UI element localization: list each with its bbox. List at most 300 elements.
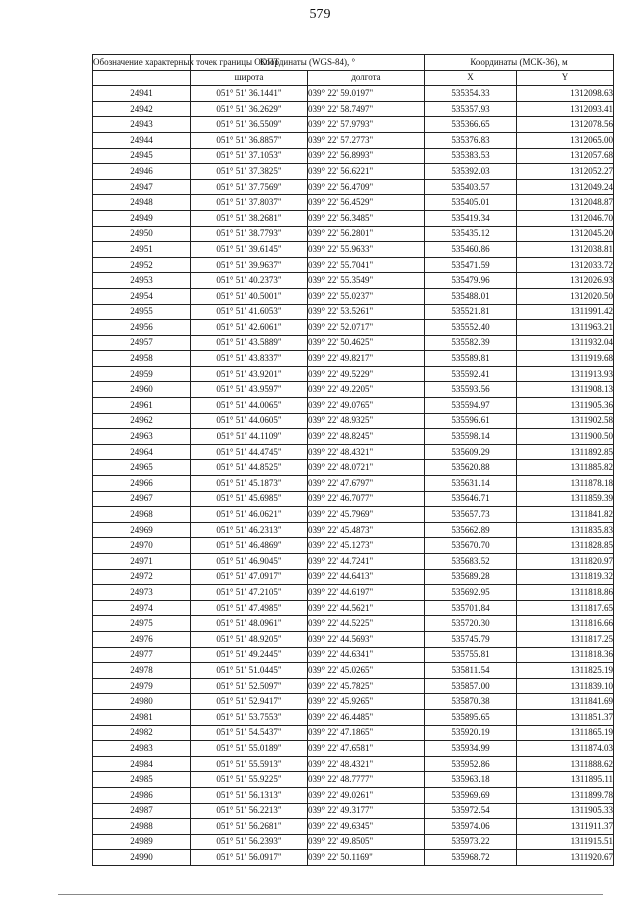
table-row: [93, 741, 614, 757]
latitude-cell: 051° 51' 48.9205": [191, 631, 308, 647]
x-cell: 535670.70: [425, 538, 517, 554]
latitude-cell: 051° 51' 55.0189": [191, 741, 308, 757]
longitude-cell: 039° 22' 49.5229": [308, 366, 425, 382]
y-cell: 1312026.93: [517, 273, 614, 289]
table-row: [93, 694, 614, 710]
longitude-cell: 039° 22' 49.6345": [308, 819, 425, 835]
y-cell: 1312065.00: [517, 132, 614, 148]
longitude-cell: 039° 22' 49.8505": [308, 834, 425, 850]
x-cell: 535592.41: [425, 366, 517, 382]
table-row: [93, 288, 614, 304]
longitude-cell: 039° 22' 56.8993": [308, 148, 425, 164]
x-cell: 535969.69: [425, 787, 517, 803]
table-row: [93, 320, 614, 336]
longitude-cell: 039° 22' 45.9265": [308, 694, 425, 710]
point-id-cell: 24981: [93, 709, 191, 725]
point-id-cell: 24965: [93, 460, 191, 476]
latitude-cell: 051° 51' 38.7793": [191, 226, 308, 242]
latitude-cell: 051° 51' 44.0605": [191, 413, 308, 429]
x-cell: 535620.88: [425, 460, 517, 476]
x-cell: 535479.96: [425, 273, 517, 289]
longitude-cell: 039° 22' 58.7497": [308, 101, 425, 117]
longitude-cell: 039° 22' 45.4873": [308, 522, 425, 538]
x-cell: 535701.84: [425, 600, 517, 616]
page-bottom-rule: [58, 894, 603, 895]
table-header: [93, 55, 614, 86]
x-cell: 535683.52: [425, 554, 517, 570]
longitude-cell: 039° 22' 50.4625": [308, 335, 425, 351]
latitude-cell: 051° 51' 43.5889": [191, 335, 308, 351]
longitude-cell: 039° 22' 47.6797": [308, 476, 425, 492]
y-cell: 1311841.69: [517, 694, 614, 710]
x-cell: 535968.72: [425, 850, 517, 866]
y-cell: 1311859.39: [517, 491, 614, 507]
point-id-cell: 24942: [93, 101, 191, 117]
latitude-cell: 051° 51' 56.2681": [191, 819, 308, 835]
point-id-cell: 24964: [93, 444, 191, 460]
point-id-cell: 24958: [93, 351, 191, 367]
x-cell: 535405.01: [425, 195, 517, 211]
header-x: X: [425, 70, 517, 86]
table-row: [93, 366, 614, 382]
table-row: [93, 772, 614, 788]
longitude-cell: 039° 22' 59.0197": [308, 86, 425, 102]
x-cell: 535435.12: [425, 226, 517, 242]
point-id-cell: 24988: [93, 819, 191, 835]
point-id-cell: 24952: [93, 257, 191, 273]
x-cell: 535392.03: [425, 164, 517, 180]
point-id-cell: 24976: [93, 631, 191, 647]
table-row: [93, 117, 614, 133]
x-cell: 535895.65: [425, 709, 517, 725]
table-row: [93, 678, 614, 694]
latitude-cell: 051° 51' 39.9637": [191, 257, 308, 273]
y-cell: 1311851.37: [517, 709, 614, 725]
latitude-cell: 051° 51' 56.2213": [191, 803, 308, 819]
x-cell: 535403.57: [425, 179, 517, 195]
latitude-cell: 051° 51' 56.0917": [191, 850, 308, 866]
point-id-cell: 24973: [93, 585, 191, 601]
table-row: [93, 398, 614, 414]
page-number: 579: [309, 7, 331, 22]
y-cell: 1311817.25: [517, 631, 614, 647]
x-cell: 535419.34: [425, 210, 517, 226]
table-row: [93, 164, 614, 180]
y-cell: 1312038.81: [517, 242, 614, 258]
y-cell: 1312020.50: [517, 288, 614, 304]
longitude-cell: 039° 22' 55.0237": [308, 288, 425, 304]
table-row: [93, 663, 614, 679]
latitude-cell: 051° 51' 40.2373": [191, 273, 308, 289]
x-cell: 535383.53: [425, 148, 517, 164]
point-id-cell: 24943: [93, 117, 191, 133]
point-id-cell: 24941: [93, 86, 191, 102]
latitude-cell: 051° 51' 36.2629": [191, 101, 308, 117]
y-cell: 1312052.27: [517, 164, 614, 180]
y-cell: 1311820.97: [517, 554, 614, 570]
table-row: [93, 179, 614, 195]
y-cell: 1311919.68: [517, 351, 614, 367]
longitude-cell: 039° 22' 49.0261": [308, 787, 425, 803]
point-id-cell: 24949: [93, 210, 191, 226]
latitude-cell: 051° 51' 41.6053": [191, 304, 308, 320]
table-row: [93, 616, 614, 632]
point-id-cell: 24970: [93, 538, 191, 554]
latitude-cell: 051° 51' 38.2681": [191, 210, 308, 226]
longitude-cell: 039° 22' 45.1273": [308, 538, 425, 554]
point-id-cell: 24957: [93, 335, 191, 351]
table-row: [93, 709, 614, 725]
y-cell: 1311911.37: [517, 819, 614, 835]
latitude-cell: 051° 51' 37.1053": [191, 148, 308, 164]
y-cell: 1311905.36: [517, 398, 614, 414]
x-cell: 535857.00: [425, 678, 517, 694]
point-id-cell: 24950: [93, 226, 191, 242]
longitude-cell: 039° 22' 56.4529": [308, 195, 425, 211]
x-cell: 535354.33: [425, 86, 517, 102]
point-id-cell: 24956: [93, 320, 191, 336]
point-id-cell: 24969: [93, 522, 191, 538]
table-row: [93, 476, 614, 492]
x-cell: 535973.22: [425, 834, 517, 850]
y-cell: 1311900.50: [517, 429, 614, 445]
table-row: [93, 834, 614, 850]
latitude-cell: 051° 51' 44.8525": [191, 460, 308, 476]
point-id-cell: 24984: [93, 756, 191, 772]
point-id-cell: 24974: [93, 600, 191, 616]
point-id-cell: 24954: [93, 288, 191, 304]
y-cell: 1311913.93: [517, 366, 614, 382]
y-cell: 1311885.82: [517, 460, 614, 476]
latitude-cell: 051° 51' 36.1441": [191, 86, 308, 102]
x-cell: 535745.79: [425, 631, 517, 647]
longitude-cell: 039° 22' 55.3549": [308, 273, 425, 289]
table-row: [93, 257, 614, 273]
y-cell: 1312046.70: [517, 210, 614, 226]
point-id-cell: 24946: [93, 164, 191, 180]
longitude-cell: 039° 22' 47.1865": [308, 725, 425, 741]
longitude-cell: 039° 22' 48.0721": [308, 460, 425, 476]
x-cell: 535366.65: [425, 117, 517, 133]
point-id-cell: 24962: [93, 413, 191, 429]
y-cell: 1311819.32: [517, 569, 614, 585]
header-y: Y: [517, 70, 614, 86]
latitude-cell: 051° 51' 44.0065": [191, 398, 308, 414]
table-row: [93, 226, 614, 242]
y-cell: 1311828.85: [517, 538, 614, 554]
header-designation: Обозначение характерных точек границы ООПТ: [93, 55, 191, 71]
table-row: [93, 242, 614, 258]
x-cell: 535646.71: [425, 491, 517, 507]
y-cell: 1311818.86: [517, 585, 614, 601]
point-id-cell: 24945: [93, 148, 191, 164]
longitude-cell: 039° 22' 49.3177": [308, 803, 425, 819]
table-row: [93, 444, 614, 460]
latitude-cell: 051° 51' 40.5001": [191, 288, 308, 304]
point-id-cell: 24959: [93, 366, 191, 382]
latitude-cell: 051° 51' 43.9597": [191, 382, 308, 398]
point-id-cell: 24968: [93, 507, 191, 523]
y-cell: 1311818.36: [517, 647, 614, 663]
latitude-cell: 051° 51' 48.0961": [191, 616, 308, 632]
table-row: [93, 491, 614, 507]
table-row: [93, 850, 614, 866]
table-row: [93, 460, 614, 476]
point-id-cell: 24971: [93, 554, 191, 570]
y-cell: 1311905.33: [517, 803, 614, 819]
header-wgs84: Координаты (WGS-84), °: [191, 55, 425, 71]
point-id-cell: 24963: [93, 429, 191, 445]
latitude-cell: 051° 51' 43.8337": [191, 351, 308, 367]
latitude-cell: 051° 51' 55.9225": [191, 772, 308, 788]
table-row: [93, 132, 614, 148]
latitude-cell: 051° 51' 45.6985": [191, 491, 308, 507]
y-cell: 1311895.11: [517, 772, 614, 788]
longitude-cell: 039° 22' 56.4709": [308, 179, 425, 195]
longitude-cell: 039° 22' 48.4321": [308, 756, 425, 772]
longitude-cell: 039° 22' 48.8245": [308, 429, 425, 445]
point-id-cell: 24944: [93, 132, 191, 148]
point-id-cell: 24979: [93, 678, 191, 694]
longitude-cell: 039° 22' 44.5693": [308, 631, 425, 647]
point-id-cell: 24953: [93, 273, 191, 289]
longitude-cell: 039° 22' 49.8217": [308, 351, 425, 367]
latitude-cell: 051° 51' 47.4985": [191, 600, 308, 616]
x-cell: 535582.39: [425, 335, 517, 351]
point-id-cell: 24983: [93, 741, 191, 757]
latitude-cell: 051° 51' 47.2105": [191, 585, 308, 601]
y-cell: 1312045.20: [517, 226, 614, 242]
y-cell: 1311865.19: [517, 725, 614, 741]
header-msk36: Координаты (МСК-36), м: [425, 55, 614, 71]
longitude-cell: 039° 22' 44.5621": [308, 600, 425, 616]
longitude-cell: 039° 22' 44.6341": [308, 647, 425, 663]
table-row: [93, 382, 614, 398]
point-id-cell: 24977: [93, 647, 191, 663]
y-cell: 1312078.56: [517, 117, 614, 133]
x-cell: 535596.61: [425, 413, 517, 429]
latitude-cell: 051° 51' 37.7569": [191, 179, 308, 195]
longitude-cell: 039° 22' 45.0265": [308, 663, 425, 679]
table-row: [93, 585, 614, 601]
latitude-cell: 051° 51' 45.1873": [191, 476, 308, 492]
table-row: [93, 101, 614, 117]
x-cell: 535689.28: [425, 569, 517, 585]
y-cell: 1311874.03: [517, 741, 614, 757]
table-row: [93, 803, 614, 819]
point-id-cell: 24961: [93, 398, 191, 414]
x-cell: 535357.93: [425, 101, 517, 117]
longitude-cell: 039° 22' 47.6581": [308, 741, 425, 757]
y-cell: 1311817.65: [517, 600, 614, 616]
y-cell: 1311839.10: [517, 678, 614, 694]
header-latitude: широта: [191, 70, 308, 86]
point-id-cell: 24990: [93, 850, 191, 866]
point-id-cell: 24978: [93, 663, 191, 679]
latitude-cell: 051° 51' 44.1109": [191, 429, 308, 445]
x-cell: 535662.89: [425, 522, 517, 538]
coordinates-table: [92, 54, 614, 866]
longitude-cell: 039° 22' 44.5225": [308, 616, 425, 632]
x-cell: 535593.56: [425, 382, 517, 398]
point-id-cell: 24951: [93, 242, 191, 258]
point-id-cell: 24989: [93, 834, 191, 850]
latitude-cell: 051° 51' 49.2445": [191, 647, 308, 663]
point-id-cell: 24966: [93, 476, 191, 492]
longitude-cell: 039° 22' 49.2205": [308, 382, 425, 398]
table-row: [93, 756, 614, 772]
latitude-cell: 051° 51' 46.0621": [191, 507, 308, 523]
table-row: [93, 569, 614, 585]
latitude-cell: 051° 51' 46.2313": [191, 522, 308, 538]
table-row: [93, 538, 614, 554]
table-row: [93, 148, 614, 164]
longitude-cell: 039° 22' 44.6197": [308, 585, 425, 601]
table-row: [93, 351, 614, 367]
y-cell: 1311899.78: [517, 787, 614, 803]
latitude-cell: 051° 51' 36.5509": [191, 117, 308, 133]
longitude-cell: 039° 22' 48.9325": [308, 413, 425, 429]
x-cell: 535631.14: [425, 476, 517, 492]
y-cell: 1312093.41: [517, 101, 614, 117]
y-cell: 1311888.62: [517, 756, 614, 772]
latitude-cell: 051° 51' 44.4745": [191, 444, 308, 460]
x-cell: 535755.81: [425, 647, 517, 663]
longitude-cell: 039° 22' 57.2773": [308, 132, 425, 148]
point-id-cell: 24982: [93, 725, 191, 741]
table-row: [93, 273, 614, 289]
point-id-cell: 24975: [93, 616, 191, 632]
latitude-cell: 051° 51' 52.5097": [191, 678, 308, 694]
longitude-cell: 039° 22' 49.0765": [308, 398, 425, 414]
latitude-cell: 051° 51' 46.4869": [191, 538, 308, 554]
table-row: [93, 413, 614, 429]
latitude-cell: 051° 51' 55.5913": [191, 756, 308, 772]
point-id-cell: 24947: [93, 179, 191, 195]
table-row: [93, 195, 614, 211]
x-cell: 535598.14: [425, 429, 517, 445]
y-cell: 1311878.18: [517, 476, 614, 492]
longitude-cell: 039° 22' 52.0717": [308, 320, 425, 336]
x-cell: 535609.29: [425, 444, 517, 460]
header-blank: [93, 70, 191, 86]
point-id-cell: 24985: [93, 772, 191, 788]
y-cell: 1311908.13: [517, 382, 614, 398]
latitude-cell: 051° 51' 56.2393": [191, 834, 308, 850]
x-cell: 535974.06: [425, 819, 517, 835]
x-cell: 535720.30: [425, 616, 517, 632]
latitude-cell: 051° 51' 51.0445": [191, 663, 308, 679]
table-row: [93, 429, 614, 445]
point-id-cell: 24955: [93, 304, 191, 320]
x-cell: 535934.99: [425, 741, 517, 757]
y-cell: 1312098.63: [517, 86, 614, 102]
x-cell: 535521.81: [425, 304, 517, 320]
table-body: [93, 86, 614, 866]
x-cell: 535972.54: [425, 803, 517, 819]
longitude-cell: 039° 22' 55.9633": [308, 242, 425, 258]
latitude-cell: 051° 51' 42.6061": [191, 320, 308, 336]
longitude-cell: 039° 22' 45.7969": [308, 507, 425, 523]
point-id-cell: 24967: [93, 491, 191, 507]
longitude-cell: 039° 22' 56.3485": [308, 210, 425, 226]
longitude-cell: 039° 22' 57.9793": [308, 117, 425, 133]
latitude-cell: 051° 51' 53.7553": [191, 709, 308, 725]
longitude-cell: 039° 22' 50.1169": [308, 850, 425, 866]
latitude-cell: 051° 51' 56.1313": [191, 787, 308, 803]
latitude-cell: 051° 51' 54.5437": [191, 725, 308, 741]
table-row: [93, 304, 614, 320]
y-cell: 1311963.21: [517, 320, 614, 336]
y-cell: 1311835.83: [517, 522, 614, 538]
longitude-cell: 039° 22' 44.7241": [308, 554, 425, 570]
y-cell: 1311991.42: [517, 304, 614, 320]
table-row: [93, 725, 614, 741]
table-row: [93, 554, 614, 570]
longitude-cell: 039° 22' 48.7777": [308, 772, 425, 788]
latitude-cell: 051° 51' 47.0917": [191, 569, 308, 585]
y-cell: 1312049.24: [517, 179, 614, 195]
x-cell: 535376.83: [425, 132, 517, 148]
longitude-cell: 039° 22' 53.5261": [308, 304, 425, 320]
latitude-cell: 051° 51' 37.8037": [191, 195, 308, 211]
x-cell: 535952.86: [425, 756, 517, 772]
table-row: [93, 507, 614, 523]
x-cell: 535920.19: [425, 725, 517, 741]
longitude-cell: 039° 22' 44.6413": [308, 569, 425, 585]
latitude-cell: 051° 51' 36.8857": [191, 132, 308, 148]
x-cell: 535471.59: [425, 257, 517, 273]
table-row: [93, 522, 614, 538]
y-cell: 1311915.51: [517, 834, 614, 850]
latitude-cell: 051° 51' 46.9045": [191, 554, 308, 570]
header-longitude: долгота: [308, 70, 425, 86]
y-cell: 1311902.58: [517, 413, 614, 429]
x-cell: 535488.01: [425, 288, 517, 304]
y-cell: 1311892.85: [517, 444, 614, 460]
point-id-cell: 24972: [93, 569, 191, 585]
point-id-cell: 24986: [93, 787, 191, 803]
latitude-cell: 051° 51' 39.6145": [191, 242, 308, 258]
table-row: [93, 86, 614, 102]
x-cell: 535552.40: [425, 320, 517, 336]
point-id-cell: 24980: [93, 694, 191, 710]
longitude-cell: 039° 22' 46.4485": [308, 709, 425, 725]
point-id-cell: 24987: [93, 803, 191, 819]
x-cell: 535657.73: [425, 507, 517, 523]
table-row: [93, 787, 614, 803]
table-row: [93, 335, 614, 351]
point-id-cell: 24948: [93, 195, 191, 211]
table-row: [93, 631, 614, 647]
y-cell: 1312057.68: [517, 148, 614, 164]
x-cell: 535589.81: [425, 351, 517, 367]
y-cell: 1312033.72: [517, 257, 614, 273]
longitude-cell: 039° 22' 56.2801": [308, 226, 425, 242]
latitude-cell: 051° 51' 37.3825": [191, 164, 308, 180]
y-cell: 1311825.19: [517, 663, 614, 679]
table-row: [93, 647, 614, 663]
table-row: [93, 600, 614, 616]
table-row: [93, 819, 614, 835]
y-cell: 1311920.67: [517, 850, 614, 866]
y-cell: 1312048.87: [517, 195, 614, 211]
y-cell: 1311816.66: [517, 616, 614, 632]
x-cell: 535594.97: [425, 398, 517, 414]
point-id-cell: 24960: [93, 382, 191, 398]
longitude-cell: 039° 22' 45.7825": [308, 678, 425, 694]
x-cell: 535963.18: [425, 772, 517, 788]
